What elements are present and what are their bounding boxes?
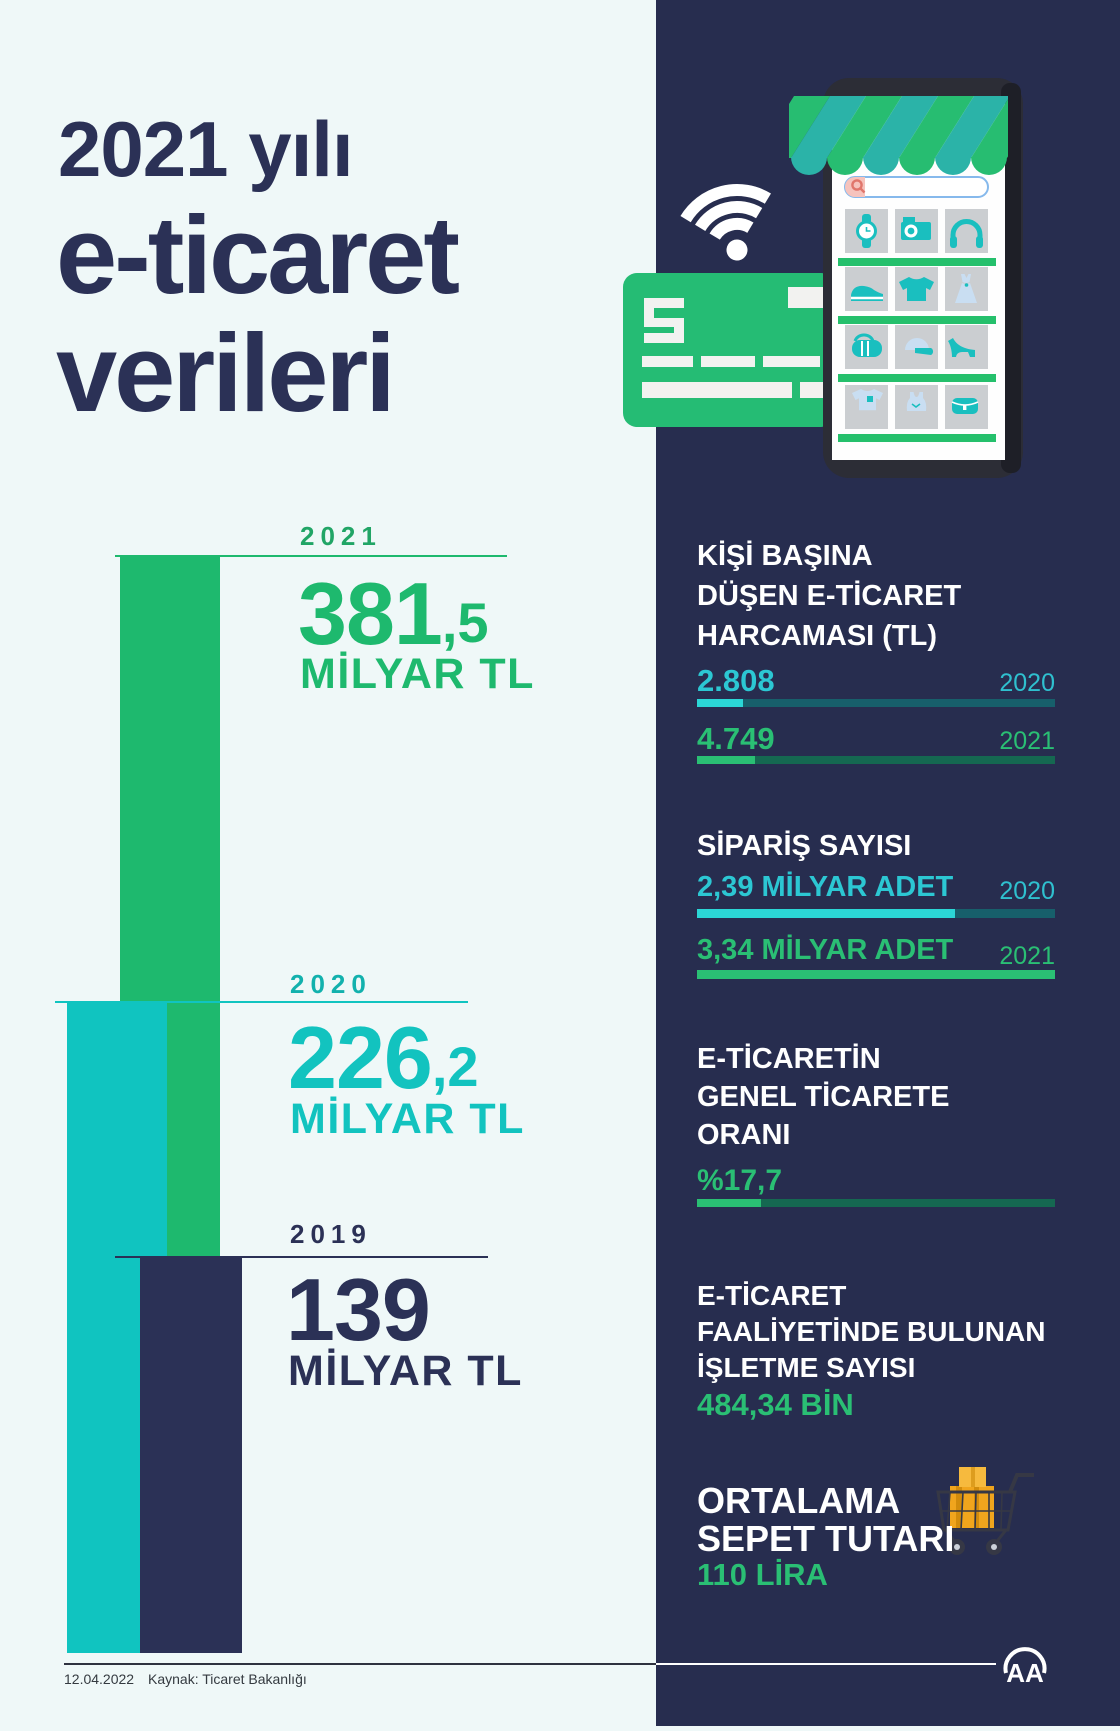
search-bar (845, 177, 988, 197)
footer-divider-right (656, 1663, 996, 1665)
purse-icon (952, 398, 978, 414)
ratio-bar (697, 1199, 1055, 1207)
businesses-value: 484,34 BİN (697, 1387, 854, 1422)
orders-2020-year: 2020 (999, 877, 1055, 905)
year-label-2021: 2021 (300, 521, 382, 551)
per-capita-2020-value: 2.808 (697, 663, 775, 698)
ratio-value: %17,7 (697, 1164, 783, 1197)
year-label-2020: 2020 (290, 969, 372, 999)
orders-2021-year: 2021 (999, 942, 1055, 970)
bar-2019 (140, 1258, 242, 1653)
per-capita-2020-bar (697, 699, 1055, 707)
ruler-line-2020 (55, 1001, 468, 1003)
shop-screen (838, 177, 996, 442)
value-2021: 381,5 (298, 564, 489, 663)
value-2019: 139 (286, 1260, 430, 1359)
stat-title-ratio: E-TİCARETİN GENEL TİCARETE ORANI (697, 1043, 950, 1151)
page-title-year: 2021 yılı (58, 105, 353, 193)
unit-2019: MİLYAR TL (288, 1347, 523, 1395)
storefront-awning-icon (755, 96, 1046, 175)
page-title-line2: e-ticaret (56, 194, 457, 317)
unit-2021: MİLYAR TL (300, 650, 535, 698)
per-capita-2021-year: 2021 (999, 727, 1055, 755)
orders-2020-value: 2,39 MİLYAR ADET (697, 871, 954, 903)
year-label-2019: 2019 (290, 1219, 372, 1249)
orders-2021-bar (697, 970, 1055, 979)
aa-agency-logo (999, 1642, 1051, 1688)
svg-text:AA: AA (1006, 1658, 1044, 1688)
per-capita-2021-bar (697, 756, 1055, 764)
stat-title-per-capita: KİŞİ BAŞINA DÜŞEN E-TİCARET HARCAMASI (TL) (697, 540, 962, 652)
wifi-icon (681, 182, 780, 271)
credit-card-icon (623, 273, 835, 427)
footer-divider-left (64, 1663, 656, 1665)
basket-value: 110 LİRA (697, 1557, 828, 1592)
value-2020: 226,2 (288, 1008, 479, 1107)
stat-title-businesses: E-TİCARET FAALİYETİNDE BULUNAN İŞLETME SAYISI (697, 1280, 1046, 1383)
stat-title-basket: ORTALAMA SEPET TUTARI (697, 1480, 955, 1559)
per-capita-2020-year: 2020 (999, 669, 1055, 697)
footer-date: 12.04.2022 (64, 1671, 135, 1687)
ruler-line-2019 (115, 1256, 488, 1258)
unit-2020: MİLYAR TL (290, 1095, 525, 1143)
orders-2021-value: 3,34 MİLYAR ADET (697, 934, 954, 966)
page-title-line3: verileri (56, 312, 393, 435)
stat-title-orders: SİPARİŞ SAYISI (697, 830, 912, 862)
ruler-line-2021 (115, 555, 507, 557)
footer-source: Kaynak: Ticaret Bakanlığı (148, 1671, 307, 1687)
per-capita-2021-value: 4.749 (697, 721, 775, 756)
ecommerce-illustration (600, 40, 1120, 500)
orders-2020-bar (697, 909, 1055, 918)
